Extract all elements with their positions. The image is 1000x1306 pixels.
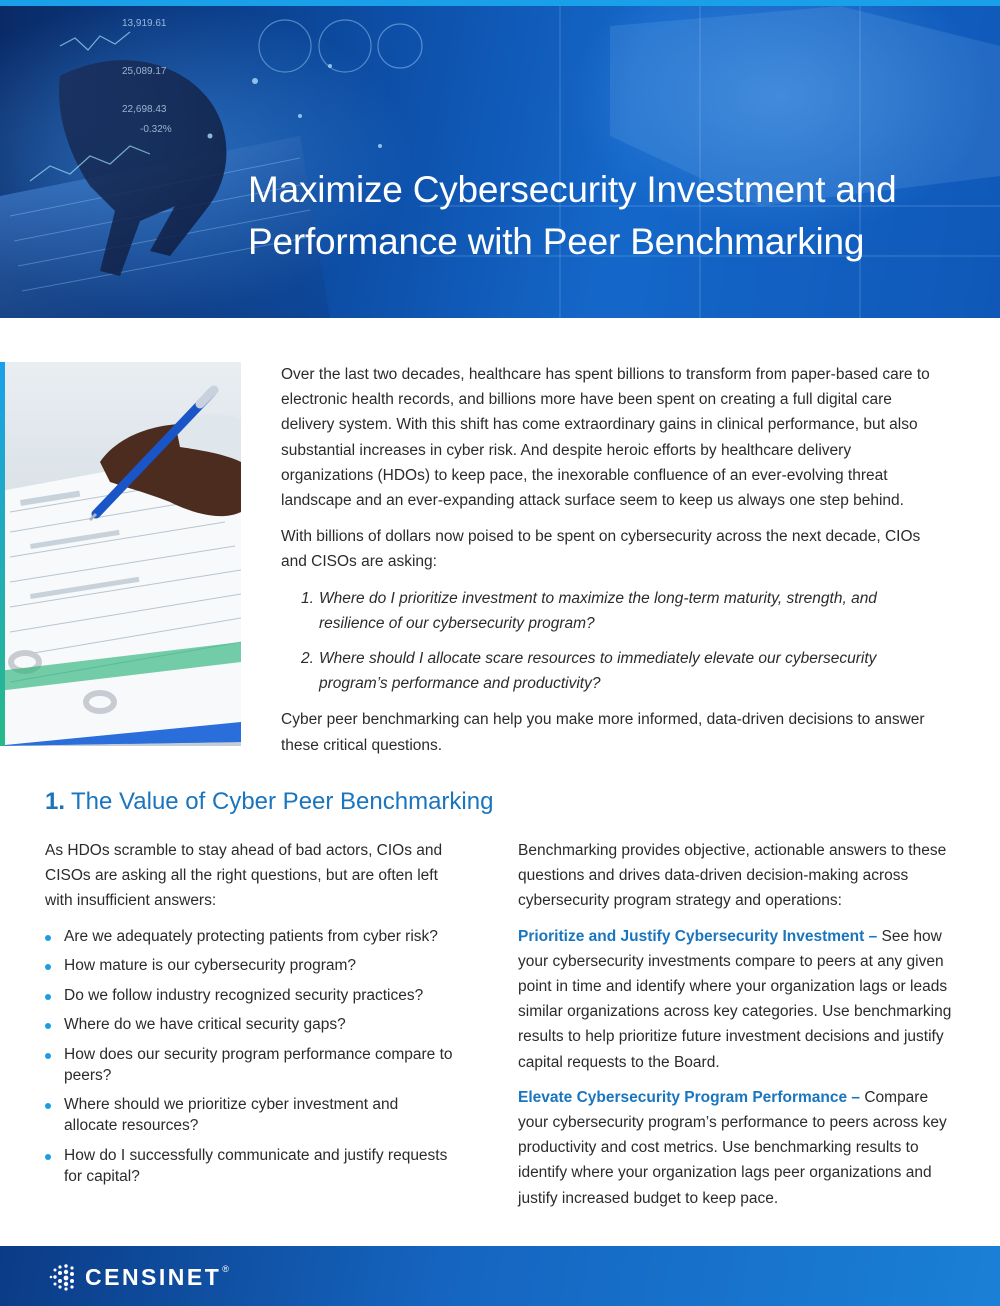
- elevate-lead: Elevate Cybersecurity Program Performance –: [518, 1088, 861, 1106]
- key-questions-list: [301, 586, 941, 697]
- bullet-dot-icon: [45, 964, 51, 970]
- registered-mark: ®: [222, 1264, 229, 1274]
- question-item: 2. Where should I allocate scare resources to immediately elevate our cybersecurity program’s performance and productivity?: [301, 650, 877, 693]
- elevate-body: Compare your cybersecurity program’s performance to peers across key productivity and cost metrics. Use benchmarking results to identify where your organization lags peer organizations and justify increased budget to keep pace.: [518, 1088, 947, 1207]
- hero-illustration: [0, 6, 1000, 318]
- bullet-item: Do we follow industry recognized security practices?: [45, 985, 455, 1006]
- prioritize-paragraph: [518, 924, 958, 1075]
- intro-paragraph-1: Over the last two decades, healthcare has spent billions to transform from paper-based care to electronic health records, and billions more have been spent on creating a full digital care delivery system. With this shift has come extraordinary gains in clinical performance, but also substantial increases in cyber risk. And despite heroic efforts by healthcare delivery organizations (HDOs) to keep pace, the inexorable confluence of an ever-evolving threat landscape and an ever-expanding attack surface seem to keep us always one step behind.: [281, 366, 930, 510]
- bullet-dot-icon: [45, 994, 51, 1000]
- intro-paragraph-3: Cyber peer benchmarking can help you make more informed, data-driven decisions to answer these critical questions.: [281, 711, 925, 754]
- logo-wordmark: CENSINET: [85, 1263, 222, 1290]
- bullet-dot-icon: [45, 1053, 51, 1059]
- ticker-value: 13,919.61: [122, 18, 167, 29]
- bullet-dot-icon: [45, 1023, 51, 1029]
- question-item: 1. Where do I prioritize investment to maximize the long-term maturity, strength, and resilience of our cybersecurity program?: [301, 589, 877, 632]
- photo-accent-bar: [0, 362, 5, 746]
- questions-bullet-list: [45, 926, 455, 1187]
- left-column: [45, 838, 455, 1195]
- title-line-2: Performance with Peer Benchmarking: [248, 221, 865, 262]
- ticker-value: 22,698.43: [122, 104, 167, 115]
- left-intro-paragraph: As HDOs scramble to stay ahead of bad actors, CIOs and CISOs are asking all the right questions, but are often left with insufficient answers:: [45, 842, 443, 910]
- bullet-item: Where do we have critical security gaps?: [45, 1014, 455, 1035]
- prioritize-body: See how your cybersecurity investments compare to peers at any given point in time and identify where your organization lags or leads similar organizations across key categories. Use benchmarking results to help prioritize future investment decisions and justify capital requests to the Board.: [518, 927, 952, 1071]
- bullet-dot-icon: [45, 1103, 51, 1109]
- section-title: The Value of Cyber Peer Benchmarking: [71, 788, 494, 815]
- elevate-paragraph: [518, 1085, 958, 1211]
- bullet-dot-icon: [45, 935, 51, 941]
- censinet-logo: [45, 1262, 229, 1292]
- bullet-dot-icon: [45, 1154, 51, 1160]
- page-title: [248, 164, 988, 268]
- section-heading: [45, 788, 493, 816]
- right-intro-paragraph: Benchmarking provides objective, actionable answers to these questions and drives data-driven decision-making across cybersecurity program strategy and operations:: [518, 842, 947, 910]
- clipboard-photo: [0, 362, 241, 746]
- intro-paragraph-2: With billions of dollars now poised to be spent on cybersecurity across the next decade, CIOs and CISOs are asking:: [281, 528, 921, 571]
- title-line-1: Maximize Cybersecurity Investment and: [248, 169, 897, 210]
- bullet-item: Where should we prioritize cyber investment and allocate resources?: [45, 1094, 455, 1136]
- ticker-value: -0.32%: [140, 124, 172, 135]
- bullet-item: How do I successfully communicate and justify requests for capital?: [45, 1145, 455, 1187]
- bullet-item: How mature is our cybersecurity program?: [45, 955, 455, 976]
- prioritize-lead: Prioritize and Justify Cybersecurity Investment –: [518, 927, 878, 945]
- ticker-value: 25,089.17: [122, 66, 167, 77]
- bullet-item: How does our security program performance compare to peers?: [45, 1044, 455, 1086]
- right-column: [518, 838, 958, 1221]
- section-number: 1.: [45, 788, 66, 815]
- hero-banner: [0, 6, 1000, 318]
- globe-icon: [45, 1262, 79, 1292]
- intro-section: [281, 362, 941, 769]
- footer-bar: [0, 1246, 1000, 1306]
- bullet-item: Are we adequately protecting patients from cyber risk?: [45, 926, 455, 947]
